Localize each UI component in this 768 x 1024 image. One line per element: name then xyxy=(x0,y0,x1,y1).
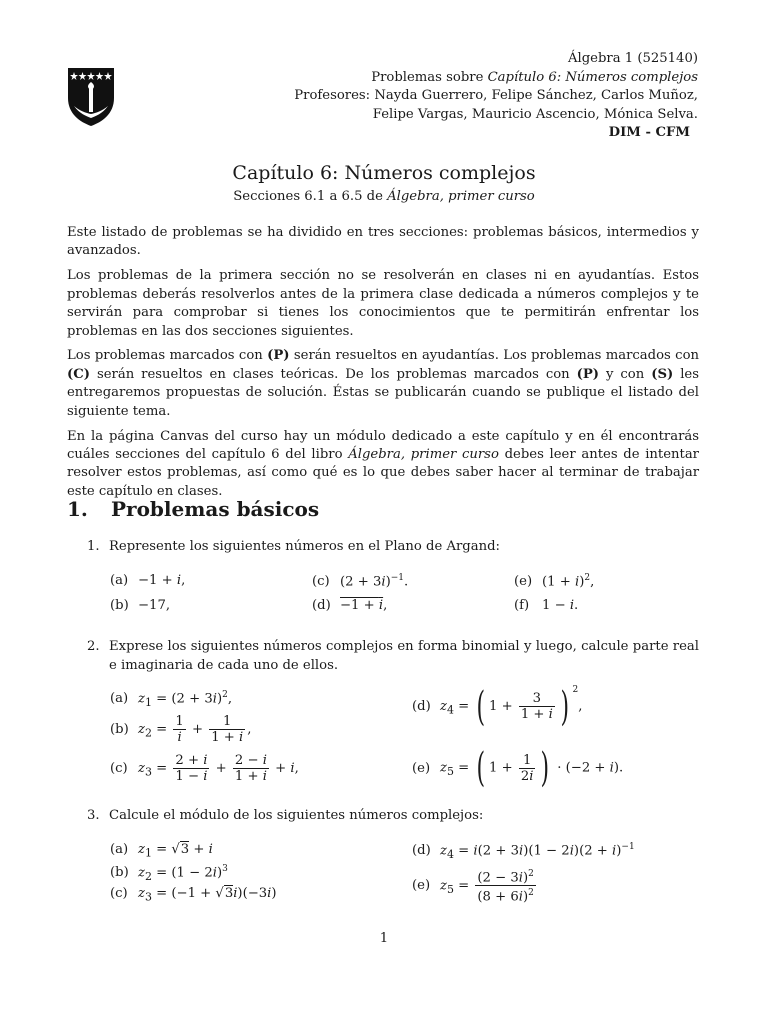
list-item: (a) −1 + i, xyxy=(110,573,186,588)
intro-paragraph-1: Este listado de problemas se ha dividido en tres secciones: problemas básicos, intermedios y avanzados. xyxy=(67,225,699,259)
problem-1: 1. Represente los siguientes números en el Plano de Argand: xyxy=(87,539,500,554)
list-item: (b) $z_2 = (1 - 2i)^3$ xyxy=(110,864,228,884)
intro-paragraph-2: Los problemas de la primera sección no se resolverán en clases ni en ayudantías. Estos problemas deberás resolverlos antes de la primera clase dedicada a números complejos y te servirán para comprobar si tienes los conocimientos que te permitirán enfrentar los problemas en las dos secciones siguientes. xyxy=(67,268,699,339)
list-item: (d) $z_4 = i(2 + 3i)(1 - 2i)(2 + i)^{-1}$ xyxy=(412,842,635,862)
list-item: (c) $(2 + 3i)^{-1}$. xyxy=(312,573,409,590)
list-item: (d) $z_4$ = ( 1 + $\frac{3}{1 + i}$ ) $^2$, xyxy=(412,683,583,730)
document-header xyxy=(294,50,698,143)
course-name: Álgebra 1 (525140) xyxy=(567,51,698,66)
professors-line-1: Profesores: Nayda Guerrero, Felipe Sánchez, Carlos Muñoz, xyxy=(294,88,698,104)
page-number: 1 xyxy=(379,931,389,946)
list-item: (b) $z_2$ = $\frac{1}{i}$ + $\frac{1}{1 + i}$ , xyxy=(110,714,252,745)
intro-paragraph-3: Los problemas marcados con (P) serán resueltos en ayudantías. Los problemas marcados con (C) serán resueltos en clases teóricas. De los problemas marcados con (P) y con (S) les entregaremos propuestas de solución. Éstas se publicarán cuando se publique el listado del siguiente tema. xyxy=(67,348,699,419)
list-item: (c) $z_3 = (-1 + √3i)(-3i)$ xyxy=(110,886,277,904)
list-item: (f) 1 − i. xyxy=(514,598,579,613)
section-heading: 1. Problemas básicos xyxy=(67,497,320,521)
university-seal-logo xyxy=(66,66,116,128)
list-item: (a) $z_1 = (2 + 3i)^2$, xyxy=(110,690,233,710)
problem-3: 3. Calcule el módulo de los siguientes números complejos: xyxy=(87,808,484,823)
problem-2: 2. Exprese los siguientes números complejos en forma binomial y luego, calcule parte real e imaginaria de cada uno de ellos. xyxy=(87,639,699,673)
list-item: (a) $z_1 = √3 + i$ xyxy=(110,842,213,860)
page-subtitle: Secciones 6.1 a 6.5 de Álgebra, primer curso xyxy=(233,189,535,204)
list-item: (c) $z_3$ = $\frac{2 + i}{1 - i}$ + $\frac{2 - i}{1 + i}$ + i, xyxy=(110,753,299,784)
intro-text xyxy=(67,224,699,508)
list-item: (e) $z_5$ = $\frac{(2 - 3i)^2}{(8 + 6i)^2}$ xyxy=(412,869,534,905)
department: DIM - CFM xyxy=(608,125,690,141)
list-item: (d) −1 + i, xyxy=(312,598,388,613)
list-item: (e) $z_5$ = ( 1 + $\frac{1}{2i}$ ) · (−2 + i). xyxy=(412,745,624,791)
list-item: (b) −17, xyxy=(110,598,171,613)
intro-paragraph-4: En la página Canvas del curso hay un módulo dedicado a este capítulo y en él encontrarás cuáles secciones del capítulo 6 del libro Álgebra, primer curso debes leer antes de intentar resolver estos problemas, así como qué es lo que debes saber hacer al terminar de trabajar este capítulo en clases. xyxy=(67,428,699,499)
page-title: Capítulo 6: Números complejos xyxy=(232,162,536,184)
topic-line: Problemas sobre Capítulo 6: Números complejos xyxy=(371,69,698,85)
list-item: (e) $(1 + i)^2$, xyxy=(514,573,595,590)
professors-line-2: Felipe Vargas, Mauricio Ascencio, Mónica Selva. xyxy=(372,106,698,122)
